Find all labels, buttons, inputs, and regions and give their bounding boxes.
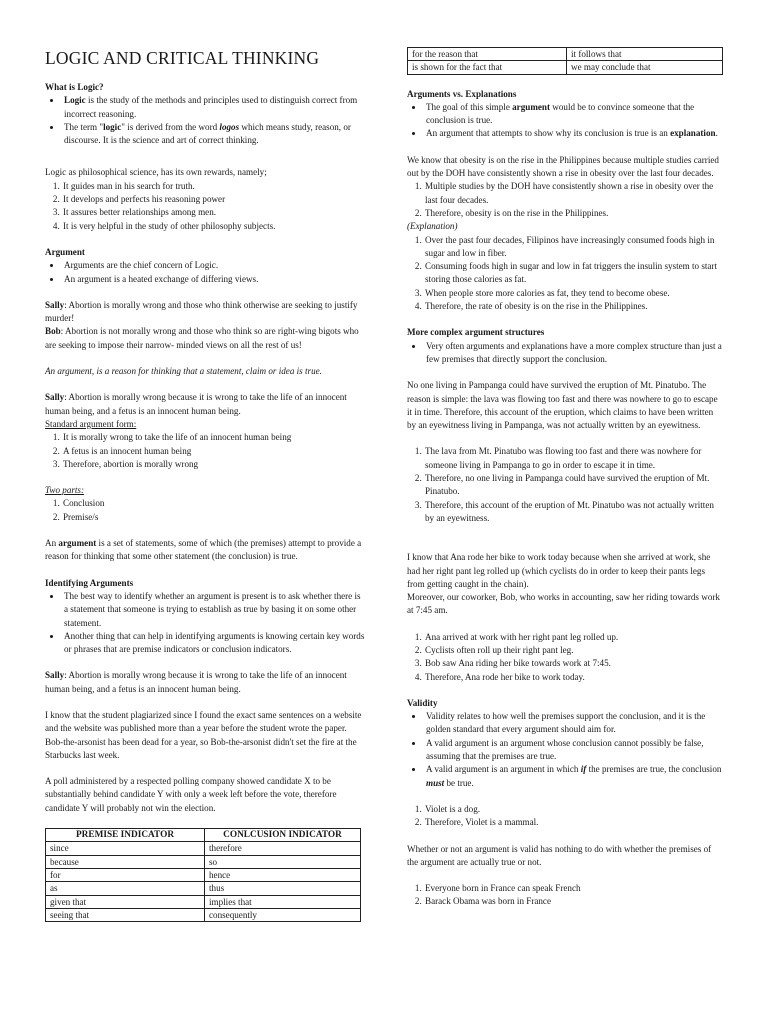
table-row: seeing that consequently <box>46 908 361 921</box>
list-item: 1. It is morally wrong to take the life of an innocent human being <box>62 431 365 444</box>
poll-example: A poll administered by a respected polling company showed candidate X to be substantially behind candidate Y with only a week left before the vote, therefore candidate Y will probably not win the election. <box>45 776 337 813</box>
list-item: 3. Bob saw Ana riding her bike towards work at 7:45. <box>424 657 723 670</box>
table-header: CONLCUSION INDICATOR <box>205 829 361 842</box>
list-item: • The term "logic" is derived from the word logos which means study, reason, or discourse. It is the science and art of correct thinking. <box>62 121 365 148</box>
list-item: 1. Conclusion <box>62 497 365 510</box>
list-item: • An argument that attempts to show why its conclusion is true is an explanation. <box>424 127 723 140</box>
dialogue-sally: Sally: Abortion is morally wrong because it is wrong to take the life of an innocent human being, and a fetus is an innocent human being. <box>45 392 347 416</box>
argument-definition: An argument, is a reason for thinking that a statement, claim or idea is true. <box>45 366 322 377</box>
table-row: because so <box>46 855 361 868</box>
what-is-logic-heading: What is Logic? <box>45 82 104 92</box>
list-item: 2. Therefore, no one living in Pampanga could have survived the eruption of Mt. Pinatubo. <box>424 472 723 499</box>
page-title: LOGIC AND CRITICAL THINKING <box>45 48 320 68</box>
list-item: 3. It assures better relationships among men. <box>62 206 365 219</box>
explanation-list <box>407 234 723 314</box>
table-row: for the reason that it follows that <box>408 48 723 61</box>
list-item: 4. Therefore, the rate of obesity is on the rise in the Philippines. <box>424 300 723 313</box>
explanation-label: (Explanation) <box>407 221 458 232</box>
list-item: 1. Ana arrived at work with her right pant leg rolled up. <box>424 631 723 644</box>
list-item: 3. When people store more calories as fat, they tend to become obese. <box>424 287 723 300</box>
standard-form-label: Standard argument form: <box>45 418 137 429</box>
argument-definition-2: An argument is a set of statements, some of which (the premises) attempt to provide a reason for thinking that some other statement (the conclusion) is true. <box>45 538 362 562</box>
list-item: 1. Multiple studies by the DOH have consistently shown a rise in obesity over the last four decades. <box>424 180 723 207</box>
complex-heading: More complex argument structures <box>407 327 545 338</box>
pinatubo-list <box>407 445 723 525</box>
obesity-example: We know that obesity is on the rise in the Philippines because multiple studies carried out by the DOH have consistently shown a rise in obesity over the last four decades. <box>407 154 719 179</box>
list-item: • A valid argument is an argument whose conclusion cannot possibly be false, assuming that the premises are true. <box>424 737 723 764</box>
list-item: 4. It is very helpful in the study of other philosophy subjects. <box>62 220 365 233</box>
list-item: 2. Therefore, Violet is a mammal. <box>424 816 723 829</box>
dialogue-bob: Bob: Abortion is not morally wrong and those who think so are right-wing bigots who are seeking to impose their narrow- minded views on all the rest of us! <box>45 326 359 350</box>
list-item: • The goal of this simple argument would be to convince someone that the conclusion is true. <box>424 101 723 128</box>
table-row: as thus <box>46 882 361 895</box>
list-item: 1. The lava from Mt. Pinatubo was flowing too fast and there was nowhere for someone living in Pampanga to go in order to escape it in time. <box>424 445 723 472</box>
validity-list <box>407 710 723 790</box>
list-item: 2. Cyclists often roll up their right pant leg. <box>424 644 723 657</box>
two-parts-list <box>45 497 365 524</box>
obesity-list <box>407 180 723 220</box>
france-list <box>407 882 723 909</box>
dialogue-sally: Sally: Abortion is morally wrong and those who think otherwise are seeking to justify murder! <box>45 299 358 324</box>
list-item: 3. Therefore, this account of the eruption of Mt. Pinatubo was not actually written by an eyewitness. <box>424 499 723 526</box>
indicator-table <box>45 828 361 922</box>
list-item: 1. Violet is a dog. <box>424 803 723 816</box>
list-item: 1. Over the past four decades, Filipinos have increasingly consumed foods high in sugar and low in fiber. <box>424 234 723 261</box>
arsonist-example: Bob-the-arsonist has been dead for a year, so Bob-the-arsonist didn't set the fire at the Starbucks last week. <box>45 736 357 760</box>
plagiarism-example: I know that the student plagiarized since I found the exact same sentences on a website and the website was published more than a year before the student wrote the paper. <box>45 709 362 734</box>
table-row: is shown for the fact that we may conclude that <box>408 61 723 74</box>
standard-form-list <box>45 431 365 471</box>
validity-note: Whether or not an argument is valid has nothing to do with whether the premises of the argument are actually true or not. <box>407 843 712 867</box>
list-item: • An argument is a heated exchange of differing views. <box>62 273 365 286</box>
left-column <box>45 0 365 922</box>
list-item: • The best way to identify whether an argument is present is to ask whether there is a statement that someone is trying to establish as true by basing it on some other statement. <box>62 590 365 630</box>
what-is-logic-list <box>45 94 365 147</box>
table-row: for hence <box>46 868 361 881</box>
list-item: 2. A fetus is an innocent human being <box>62 445 365 458</box>
complex-list <box>407 340 723 367</box>
list-item: 1. Everyone born in France can speak French <box>424 882 723 895</box>
argument-list <box>45 259 365 286</box>
list-item: 2. Therefore, obesity is on the rise in the Philippines. <box>424 207 723 220</box>
list-item: • Logic is the study of the methods and principles used to distinguish correct from incorrect reasoning. <box>62 94 365 121</box>
list-item: 2. Premise/s <box>62 511 365 524</box>
right-column <box>407 0 723 909</box>
coworker-example: Moreover, our coworker, Bob, who works in accounting, saw her riding towards work at 7:45 am. <box>407 592 720 616</box>
validity-heading: Validity <box>407 697 438 708</box>
rewards-intro: Logic as philosophical science, has its own rewards, namely; <box>45 167 267 178</box>
list-item: • A valid argument is an argument in which if the premises are true, the conclusion must be true. <box>424 763 723 790</box>
list-item: 2. It develops and perfects his reasoning power <box>62 193 365 206</box>
list-item: 4. Therefore, Ana rode her bike to work today. <box>424 671 723 684</box>
list-item: 2. Barack Obama was born in France <box>424 895 723 908</box>
identifying-heading: Identifying Arguments <box>45 577 134 588</box>
list-item: • Validity relates to how well the premises support the conclusion, and it is the golden standard that every argument should aim for. <box>424 710 723 737</box>
rewards-list <box>45 180 365 233</box>
table-row: since therefore <box>46 842 361 855</box>
list-item: • Another thing that can help in identifying arguments is knowing certain key words or phrases that are premise indicators or conclusion indicators. <box>62 630 365 657</box>
indicator-table-continued <box>407 47 723 75</box>
table-header: PREMISE INDICATOR <box>46 829 205 842</box>
pinatubo-example: No one living in Pampanga could have survived the eruption of Mt. Pinatubo. The reason is simple: the lava was flowing too fast and there was nowhere to go to escape it in time. Therefore, this account of the eruption, which claims to have been written by an eyewitness living in Pampanga, was not actually written by an eyewitness. <box>407 380 718 431</box>
args-vs-expl-list <box>407 101 723 141</box>
list-item: • Arguments are the chief concern of Logic. <box>62 259 365 272</box>
table-row: given that implies that <box>46 895 361 908</box>
list-item: 1. It guides man in his search for truth. <box>62 180 365 193</box>
dialogue-sally: Sally: Abortion is morally wrong because it is wrong to take the life of an innocent human being, and a fetus is an innocent human being. <box>45 670 347 694</box>
list-item: • Very often arguments and explanations have a more complex structure than just a few premises that directly support the conclusion. <box>424 340 723 367</box>
args-vs-expl-heading: Arguments vs. Explanations <box>407 88 517 99</box>
ana-example: I know that Ana rode her bike to work today because when she arrived at work, she had her right pant leg rolled up (which cyclists do in order to keep their pants legs from getting caught in the chain). <box>407 552 711 589</box>
ana-list <box>407 631 723 684</box>
list-item: 3. Therefore, abortion is morally wrong <box>62 458 365 471</box>
violet-list <box>407 803 723 830</box>
table-header-row <box>46 829 361 842</box>
identifying-list <box>45 590 365 656</box>
list-item: 2. Consuming foods high in sugar and low in fat triggers the insulin system to start storing those calories as fat. <box>424 260 723 287</box>
two-parts-label: Two parts: <box>45 485 84 496</box>
argument-heading: Argument <box>45 246 85 257</box>
